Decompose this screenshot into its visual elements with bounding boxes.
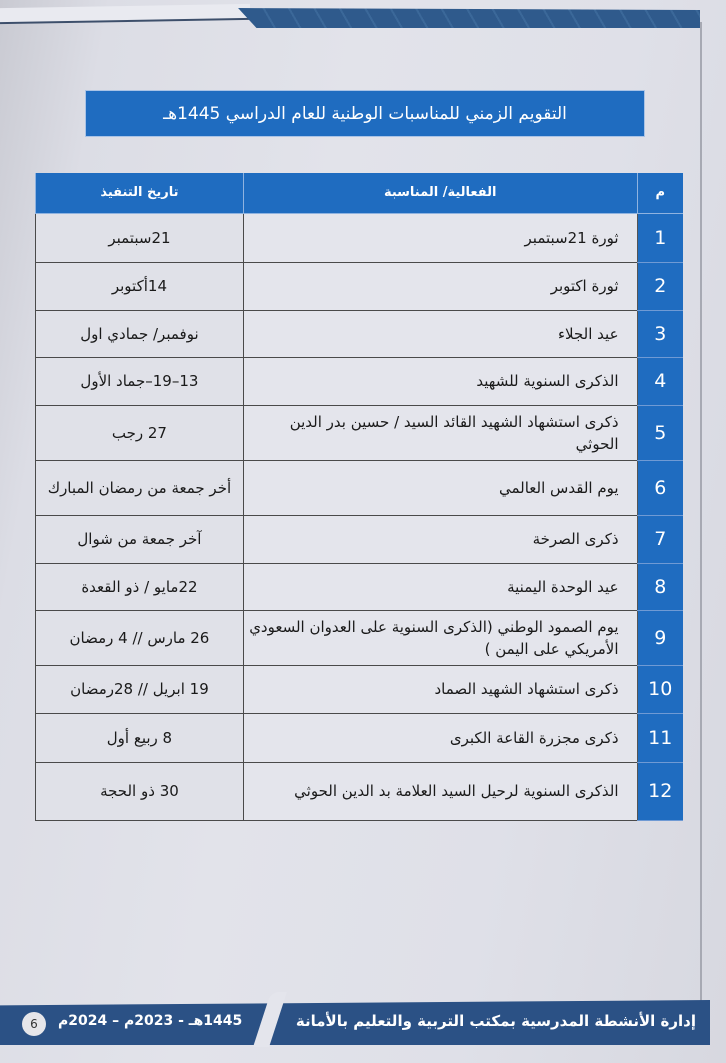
table-row xyxy=(36,262,684,310)
top-left-decorative-strip xyxy=(0,4,250,24)
row-number: 9 xyxy=(637,610,683,665)
row-number: 1 xyxy=(637,213,683,262)
row-event: الذكرى السنوية للشهيد xyxy=(243,357,637,405)
table-row xyxy=(36,665,684,713)
page-edge xyxy=(700,22,702,1002)
row-event: عيد الجلاء xyxy=(243,310,637,357)
header-number: م xyxy=(637,173,683,213)
row-event: ثورة اكتوبر xyxy=(243,262,637,310)
footer-years: 1445هـ - 2023م – 2024م xyxy=(58,1013,243,1029)
row-event: يوم الصمود الوطني (الذكرى السنوية على العدوان السعودي الأمريكي على اليمن ) xyxy=(243,610,637,665)
row-date: أخر جمعة من رمضان المبارك xyxy=(36,460,244,515)
table-row xyxy=(36,460,684,515)
row-number: 8 xyxy=(637,563,683,610)
page-title-banner xyxy=(85,90,645,137)
footer-organization: إدارة الأنشطة المدرسية بمكتب التربية والتعليم بالأمانة xyxy=(295,1012,696,1030)
row-event: يوم القدس العالمي xyxy=(243,460,637,515)
row-number: 3 xyxy=(637,310,683,357)
table-row xyxy=(36,563,684,610)
row-date: 8 ربيع أول xyxy=(36,713,244,762)
table-row xyxy=(36,357,684,405)
row-date: نوفمبر/ جمادي اول xyxy=(36,310,244,357)
row-event: عيد الوحدة اليمنية xyxy=(243,563,637,610)
table-header-row xyxy=(36,173,684,213)
row-number: 10 xyxy=(637,665,683,713)
row-event: الذكرى السنوية لرحيل السيد العلامة بد الدين الحوثي xyxy=(243,762,637,820)
header-event: الفعالية/ المناسبة xyxy=(243,173,637,213)
row-number: 11 xyxy=(637,713,683,762)
table-row xyxy=(36,405,684,460)
table-row xyxy=(36,713,684,762)
row-date: 21سبتمبر xyxy=(36,213,244,262)
page-number-badge: 6 xyxy=(22,1012,46,1036)
row-date: 30 ذو الحجة xyxy=(36,762,244,820)
row-number: 7 xyxy=(637,515,683,563)
row-number: 2 xyxy=(637,262,683,310)
row-event: ذكرى استشهاد الشهيد القائد السيد / حسين بدر الدين الحوثي xyxy=(243,405,637,460)
page-title: التقويم الزمني للمناسبات الوطنية للعام الدراسي 1445هـ xyxy=(163,103,567,124)
row-date: آخر جمعة من شوال xyxy=(36,515,244,563)
row-number: 5 xyxy=(637,405,683,460)
row-date: 26 مارس // 4 رمضان xyxy=(36,610,244,665)
table-row xyxy=(36,515,684,563)
row-date: 22مايو / ذو القعدة xyxy=(36,563,244,610)
row-event: ذكرى مجزرة القاعة الكبرى xyxy=(243,713,637,762)
header-date: تاريخ التنفيذ xyxy=(36,173,244,213)
table-row xyxy=(36,610,684,665)
table-row xyxy=(36,213,684,262)
row-event: ثورة 21سبتمبر xyxy=(243,213,637,262)
table-row xyxy=(36,310,684,357)
row-date: 27 رجب xyxy=(36,405,244,460)
row-event: ذكرى الصرخة xyxy=(243,515,637,563)
row-date: 19 ابريل // 28رمضان xyxy=(36,665,244,713)
top-decorative-band xyxy=(238,8,700,28)
row-number: 12 xyxy=(637,762,683,820)
national-events-table xyxy=(35,173,683,821)
row-date: 14أكتوبر xyxy=(36,262,244,310)
row-date: 13–19–جماد الأول xyxy=(36,357,244,405)
row-number: 6 xyxy=(637,460,683,515)
row-event: ذكرى استشهاد الشهيد الصماد xyxy=(243,665,637,713)
row-number: 4 xyxy=(637,357,683,405)
table-row xyxy=(36,762,684,820)
